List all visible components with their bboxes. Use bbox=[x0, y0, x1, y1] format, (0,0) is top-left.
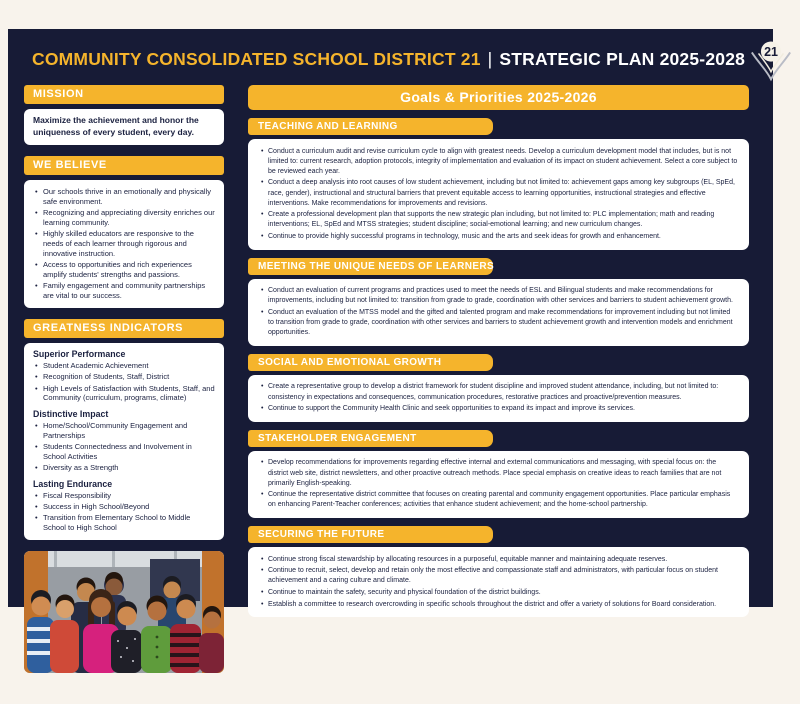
section-securing-the-future bbox=[248, 526, 749, 617]
indicator-item: • High Levels of Satisfaction with Students, Staff, and Community (curriculum, programs, climate) bbox=[33, 384, 215, 404]
sidebar bbox=[24, 85, 224, 673]
goal-item: • Continue strong fiscal stewardship by allocating resources in a purposeful, equitable manner and maintaining adequate reserves. bbox=[259, 555, 738, 565]
goal-item: • Conduct an evaluation of current programs and practices used to meet the needs of ESL and Bilingual students and make recommendations for improvements, including but not limited to: transition from grade to grade, coordination with other services and barriers to student achievement growth. bbox=[259, 286, 738, 306]
section-list bbox=[259, 382, 738, 414]
group-heading: Distinctive Impact bbox=[33, 409, 109, 420]
strategic-plan-poster bbox=[8, 29, 778, 608]
goal-item: • Continue to recruit, select, develop and retain only the most effective and compassionate staff and administrators, with particular focus on student achievement and a caring culture and climate. bbox=[259, 566, 738, 586]
goal-item: • Continue the representative district committee that focuses on creating parental and community engagement opportunities. Place particular emphasis on enhancing Parent-Teacher conferences; activities that enhance student achievement; and the home-school partnership. bbox=[259, 490, 738, 510]
section-heading: SOCIAL AND EMOTIONAL GROWTH bbox=[248, 354, 493, 371]
goal-item: • Create a professional development plan that supports the new strategic plan including, but not limited to: PLC implementation; math and reading interventions; EL, SpEd and MTSS strategies; student discipline; social-emotional learning; and new curriculum changes. bbox=[259, 210, 738, 230]
section-list bbox=[259, 555, 738, 610]
section-social-emotional-growth bbox=[248, 354, 749, 422]
indicator-item: • Transition from Elementary School to Middle School to High School bbox=[33, 513, 215, 533]
belief-item: • Access to opportunities and rich experiences amplify students' strengths and passions. bbox=[33, 260, 215, 280]
section-heading: STAKEHOLDER ENGAGEMENT bbox=[248, 430, 493, 447]
goal-item: • Conduct a deep analysis into root causes of low student achievement, including but not limited to: achievement gaps among key subgroups (EL, SpEd, race, gender), instructional and structural barriers that prevent equitable access to learning opportunities, instructional strategies and effective interventions. Make recommendations for improvements and revisions. bbox=[259, 178, 738, 208]
svg-text:21: 21 bbox=[764, 44, 778, 59]
belief-item: • Highly skilled educators are responsive to the needs of each learner through rigorous and innovative instruction. bbox=[33, 229, 215, 258]
indicator-item: • Success in High School/Beyond bbox=[33, 502, 215, 512]
greatness-group-lasting-endurance bbox=[33, 479, 215, 533]
section-heading: TEACHING AND LEARNING bbox=[248, 118, 493, 135]
district-21-logo-icon bbox=[745, 40, 797, 86]
section-list bbox=[259, 458, 738, 510]
goal-item: • Conduct an evaluation of the MTSS model and the gifted and talented program and make recommendations for improvement including but not limited to transition from grade to grade, coordination with other services and barriers to student achievement growth and intervention models and enrichment opportunities. bbox=[259, 308, 738, 338]
poster-header bbox=[24, 39, 778, 85]
group-heading: Superior Performance bbox=[33, 349, 126, 360]
section-stakeholder-engagement bbox=[248, 430, 749, 518]
group-list bbox=[33, 491, 215, 533]
greatness-group-superior-performance bbox=[33, 349, 215, 403]
goal-item: • Conduct a curriculum audit and revise curriculum cycle to align with greatest needs. Develop a curriculum development model that includes, but is not limited to: current research, adoption protocols, integrity of implementation and evaluation of its impact on student achievement. Select a core subject to be reviewed each year. bbox=[259, 147, 738, 177]
section-box bbox=[248, 451, 749, 518]
greatness-indicators-heading: GREATNESS INDICATORS bbox=[24, 319, 224, 338]
group-list bbox=[33, 421, 215, 473]
goal-item: • Create a representative group to develop a district framework for student discipline and improved student attendance, including, but not limited to: consistency in expectations and consequences, communication procedures, restorative practices and proactive/prevention measures. bbox=[259, 382, 738, 402]
section-list bbox=[259, 286, 738, 338]
goal-item: • Continue to maintain the safety, security and physical foundation of the district buildings. bbox=[259, 588, 738, 598]
indicator-item: • Fiscal Responsibility bbox=[33, 491, 215, 501]
we-believe-heading: WE BELIEVE bbox=[24, 156, 224, 175]
we-believe-box bbox=[24, 180, 224, 308]
children-photo bbox=[24, 551, 224, 673]
indicator-item: • Diversity as a Strength bbox=[33, 463, 215, 473]
goal-item: • Continue to provide highly successful programs in technology, music and the arts and seek ideas for growth and enhancement. bbox=[259, 232, 738, 242]
greatness-indicators-box bbox=[24, 343, 224, 540]
section-meeting-unique-needs bbox=[248, 258, 749, 346]
indicator-item: • Student Academic Achievement bbox=[33, 361, 215, 371]
group-heading: Lasting Endurance bbox=[33, 478, 113, 489]
goal-item: • Continue to support the Community Health Clinic and seek opportunities to expand its impact and improve its services. bbox=[259, 404, 738, 414]
greatness-group-distinctive-impact bbox=[33, 409, 215, 473]
section-heading: MEETING THE UNIQUE NEEDS OF LEARNERS bbox=[248, 258, 493, 275]
section-box bbox=[248, 279, 749, 346]
indicator-item: • Students Connectedness and Involvement in School Activities bbox=[33, 442, 215, 462]
goals-main bbox=[248, 85, 749, 673]
belief-item: • Family engagement and community partnerships are vital to our success. bbox=[33, 281, 215, 301]
section-teaching-and-learning bbox=[248, 118, 749, 250]
content-columns bbox=[24, 85, 749, 673]
section-list bbox=[259, 147, 738, 243]
section-box bbox=[248, 139, 749, 250]
plan-title: STRATEGIC PLAN 2025-2028 bbox=[499, 49, 746, 69]
belief-item: • Recognizing and appreciating diversity enriches our learning community. bbox=[33, 208, 215, 228]
indicator-item: • Recognition of Students, Staff, District bbox=[33, 372, 215, 382]
we-believe-list bbox=[33, 187, 215, 300]
mission-statement: Maximize the achievement and honor the uniqueness of every student, every day. bbox=[24, 109, 224, 145]
goal-item: • Establish a committee to research overcrowding in specific schools throughout the district and offer a variety of solutions for Board consideration. bbox=[259, 600, 738, 610]
section-box bbox=[248, 375, 749, 422]
goals-banner: Goals & Priorities 2025-2026 bbox=[248, 85, 749, 110]
belief-item: • Our schools thrive in an emotionally and physically safe environment. bbox=[33, 187, 215, 207]
goal-item: • Develop recommendations for improvements regarding effective internal and external communications and messaging, with special focus on: the district web site, district newsletters, and other proactive outreach methods. Place special emphasis on creative ideas to reach families that are not primarily English-speaking. bbox=[259, 458, 738, 488]
section-heading: SECURING THE FUTURE bbox=[248, 526, 493, 543]
district-name: COMMUNITY CONSOLIDATED SCHOOL DISTRICT 21 bbox=[32, 49, 481, 69]
mission-heading: MISSION bbox=[24, 85, 224, 104]
group-list bbox=[33, 361, 215, 403]
poster-title bbox=[24, 39, 745, 70]
indicator-item: • Home/School/Community Engagement and Partnerships bbox=[33, 421, 215, 441]
title-separator: | bbox=[487, 49, 493, 69]
section-box bbox=[248, 547, 749, 617]
